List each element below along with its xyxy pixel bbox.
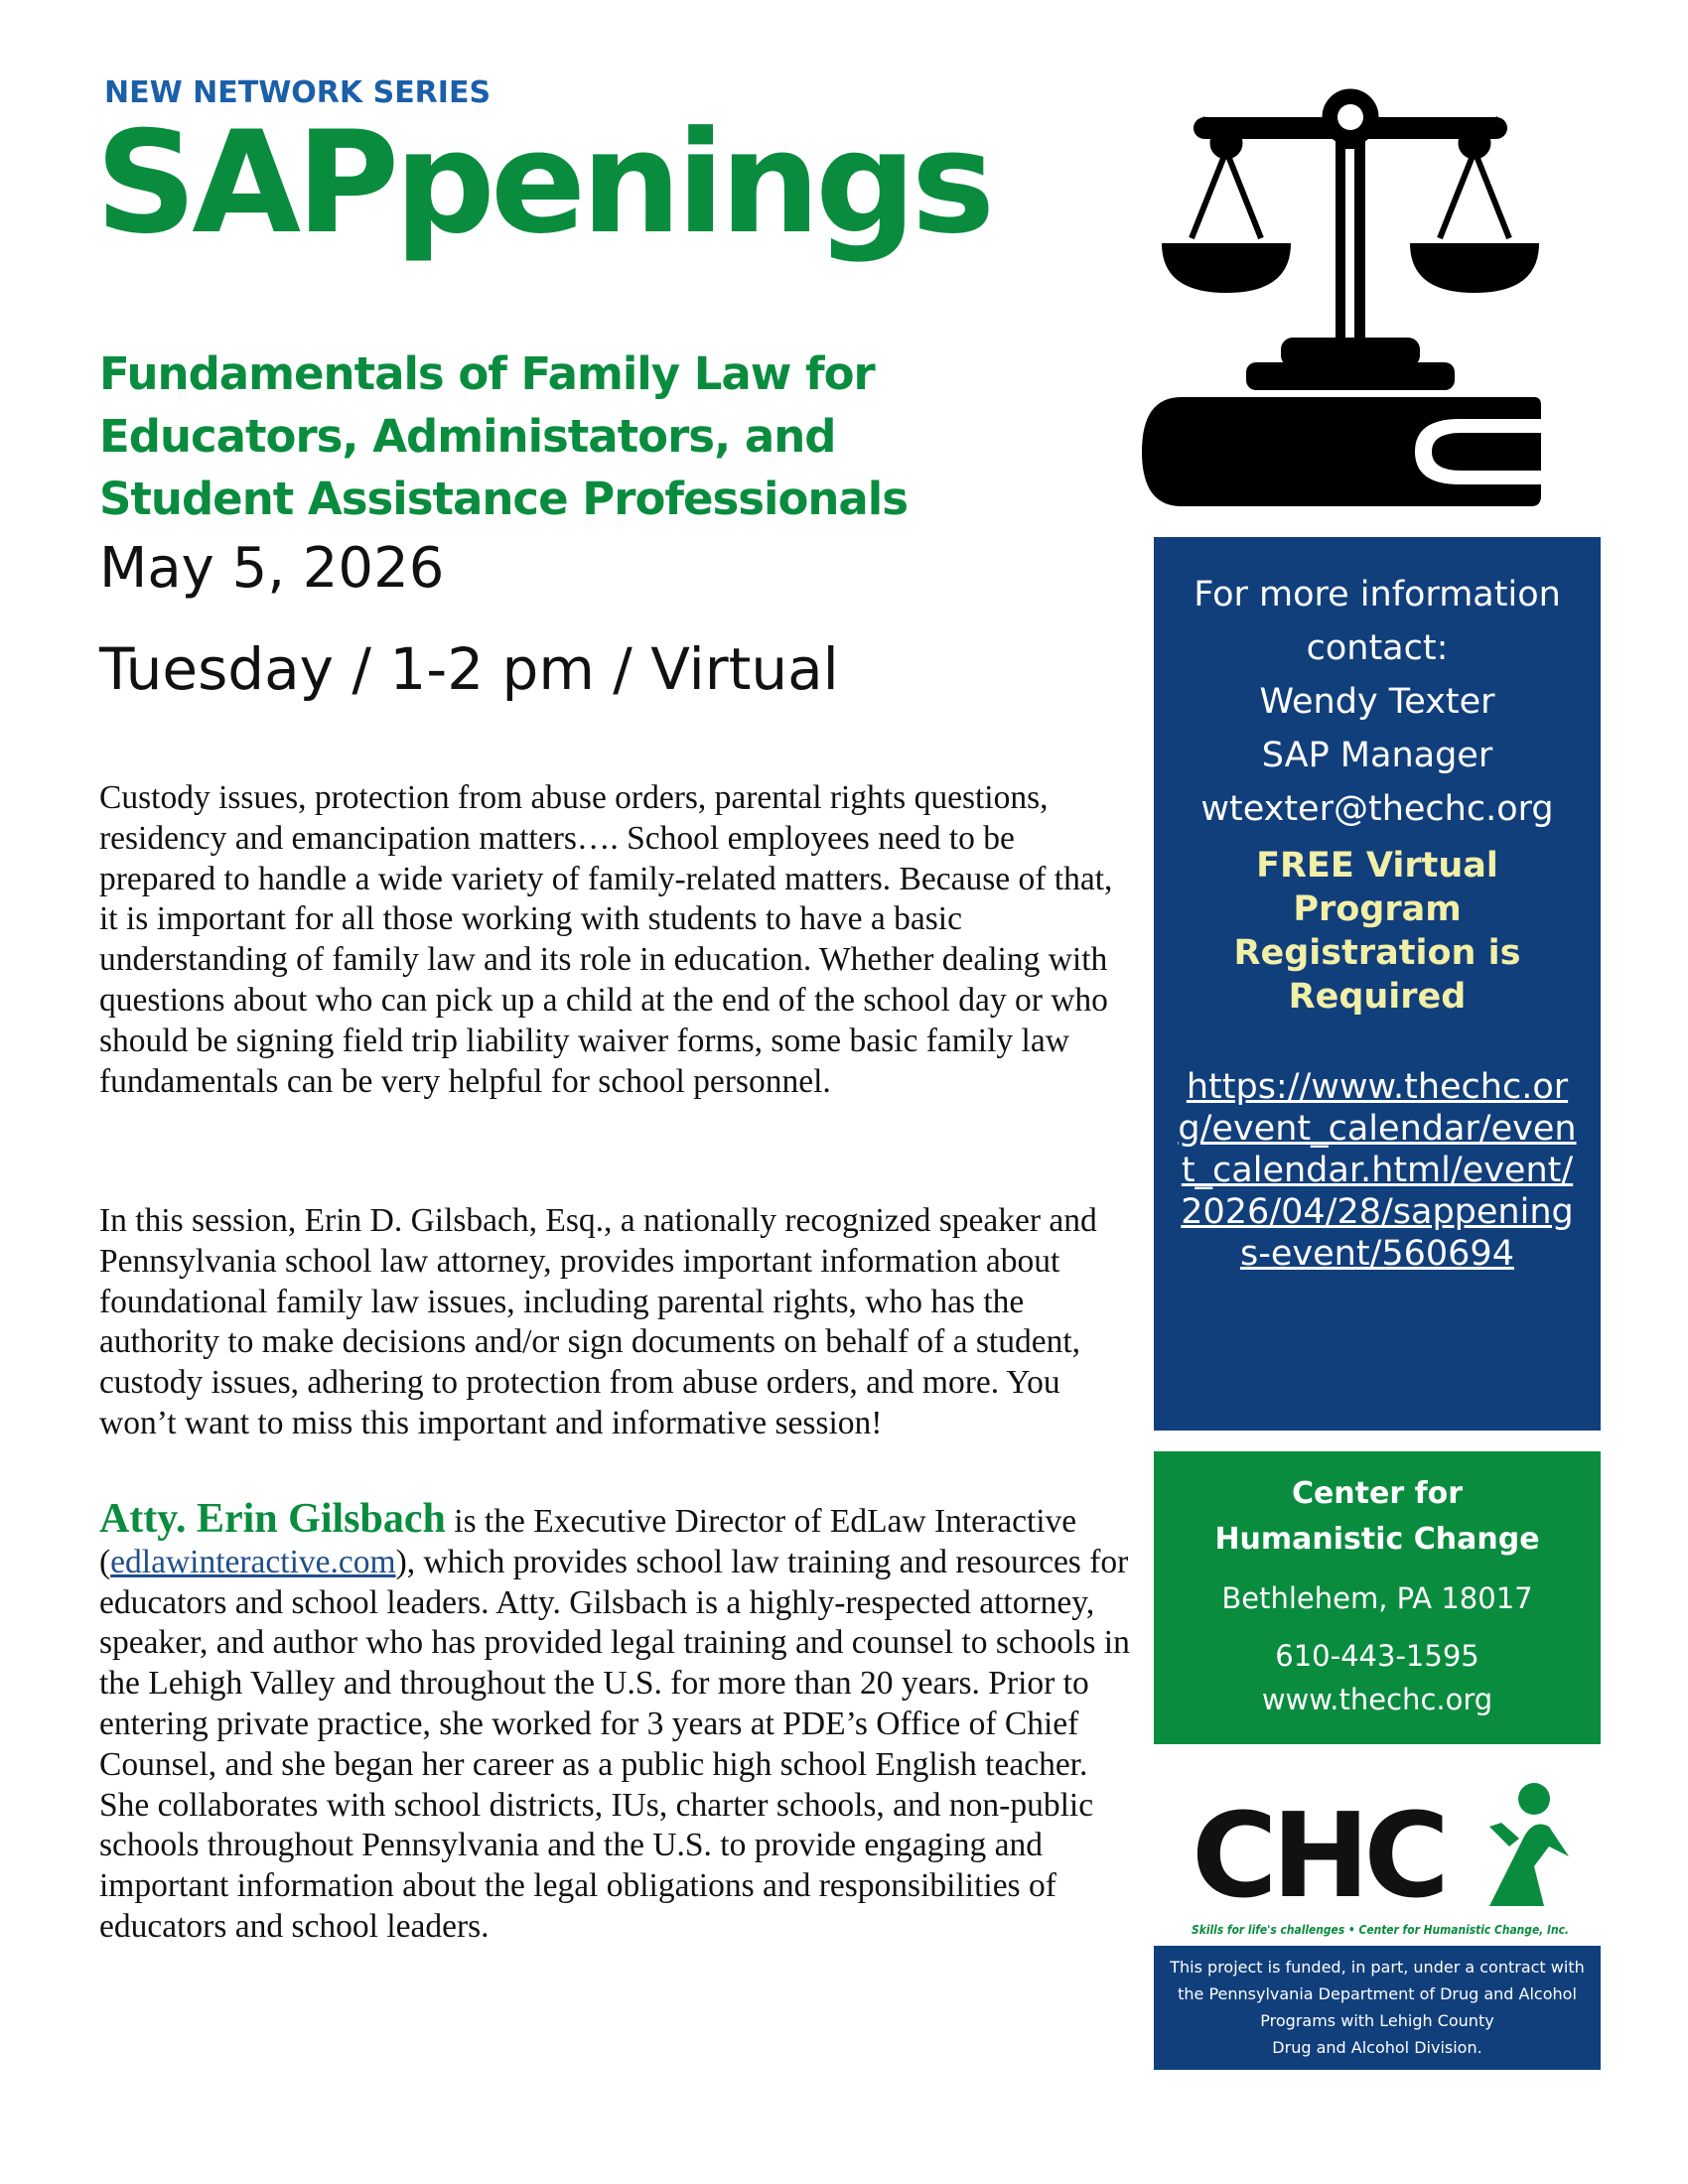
contact-email[interactable]: wtexter@thechc.org bbox=[1200, 789, 1554, 829]
org-name-line: Humanistic Change bbox=[1214, 1522, 1540, 1557]
organization-panel bbox=[1154, 1451, 1601, 1744]
contact-name: Wendy Texter bbox=[1259, 682, 1495, 722]
funding-line: Programs with Lehigh County bbox=[1260, 2011, 1494, 2030]
free-note-line: FREE Virtual bbox=[1256, 846, 1498, 886]
free-note-line: Required bbox=[1288, 977, 1467, 1017]
registration-link[interactable]: https://www.thechc.org/event_calendar/event_calendar.html/event/2026/04/28/sappenings-event/560694 bbox=[1178, 1067, 1577, 1274]
contact-panel bbox=[1154, 537, 1601, 1431]
funding-line: Drug and Alcohol Division. bbox=[1272, 2038, 1482, 2057]
speaker-name: Atty. Erin Gilsbach bbox=[99, 1496, 446, 1542]
brand-title: SAPpenings bbox=[95, 101, 991, 265]
event-title-line: Student Assistance Professionals bbox=[99, 473, 908, 525]
event-date: May 5, 2026 bbox=[99, 536, 445, 601]
contact-role: SAP Manager bbox=[1261, 736, 1493, 775]
contact-line: For more information bbox=[1194, 575, 1561, 614]
free-registration-note bbox=[1154, 844, 1601, 1019]
org-phone: 610-443-1595 bbox=[1275, 1639, 1479, 1673]
speaker-bio bbox=[99, 1496, 1132, 1948]
org-address: Bethlehem, PA 18017 bbox=[1221, 1581, 1533, 1615]
org-website[interactable]: www.thechc.org bbox=[1261, 1683, 1493, 1716]
event-time: Tuesday / 1-2 pm / Virtual bbox=[99, 635, 839, 703]
chc-tagline: Skills for life's challenges • Center for Humanistic Change, Inc. bbox=[1192, 1923, 1569, 1937]
funding-line: the Pennsylvania Department of Drug and Alcohol bbox=[1178, 1984, 1577, 2003]
funding-line: This project is funded, in part, under a contract with bbox=[1170, 1958, 1585, 1977]
contact-line: contact: bbox=[1306, 628, 1449, 668]
bio-text: is the Executive Director of EdLaw Interactive ( bbox=[99, 1503, 1077, 1580]
chc-logo-letters: CHC bbox=[1192, 1787, 1444, 1924]
free-note-line: Program bbox=[1293, 889, 1462, 929]
series-label: NEW NETWORK SERIES bbox=[104, 75, 492, 110]
event-title-line: Fundamentals of Family Law for bbox=[99, 347, 875, 400]
bio-text: ), which provides school law training and resources for educators and school leaders. Atty. Gilsbach is a highly-respected attorney, speaker, and author who has provided legal training and counsel to schools in the Lehigh Valley and throughout the U.S. for more than 20 years. Prior to entering private practice, she worked for 3 years at PDE’s Office of Chief Counsel, and she began her career as a public high school English teacher. She collaborates with school districts, IUs, charter schools, and non-public schools throughout Pennsylvania and the U.S. to provide engaging and important information about the legal obligations and responsibilities of educators and school leaders. bbox=[99, 1543, 1130, 1945]
funding-note bbox=[1154, 1946, 1601, 2070]
event-title bbox=[99, 342, 953, 530]
description-paragraph: Custody issues, protection from abuse orders, parental rights questions, residency and emancipation matters…. School employees need to be prepared to handle a wide variety of family-related matters. Because of that, it is important for all those working with students to have a basic understanding of family law and its role in education. Whether dealing with questions about who can pick up a child at the end of the school day or who should be signing field trip liability waiver forms, some basic family law fundamentals can be very helpful for school personnel. bbox=[99, 779, 1113, 1100]
session-paragraph: In this session, Erin D. Gilsbach, Esq., a nationally recognized speaker and Pennsylvania school law attorney, provides important information about foundational family law issues, including parental rights, who has the authority to make decisions and/or sign documents on behalf of a student, custody issues, adhering to protection from abuse orders, and more. You won’t want to miss this important and informative session! bbox=[99, 1202, 1097, 1441]
scales-of-justice-icon bbox=[1142, 79, 1559, 516]
figure-icon bbox=[1489, 1783, 1569, 1906]
chc-logo bbox=[1192, 1757, 1589, 1956]
edlaw-link[interactable]: edlawinteractive.com bbox=[110, 1543, 396, 1580]
event-title-line: Educators, Administators, and bbox=[99, 410, 836, 463]
free-note-line: Registration is bbox=[1233, 933, 1521, 973]
org-name-line: Center for bbox=[1291, 1476, 1464, 1511]
